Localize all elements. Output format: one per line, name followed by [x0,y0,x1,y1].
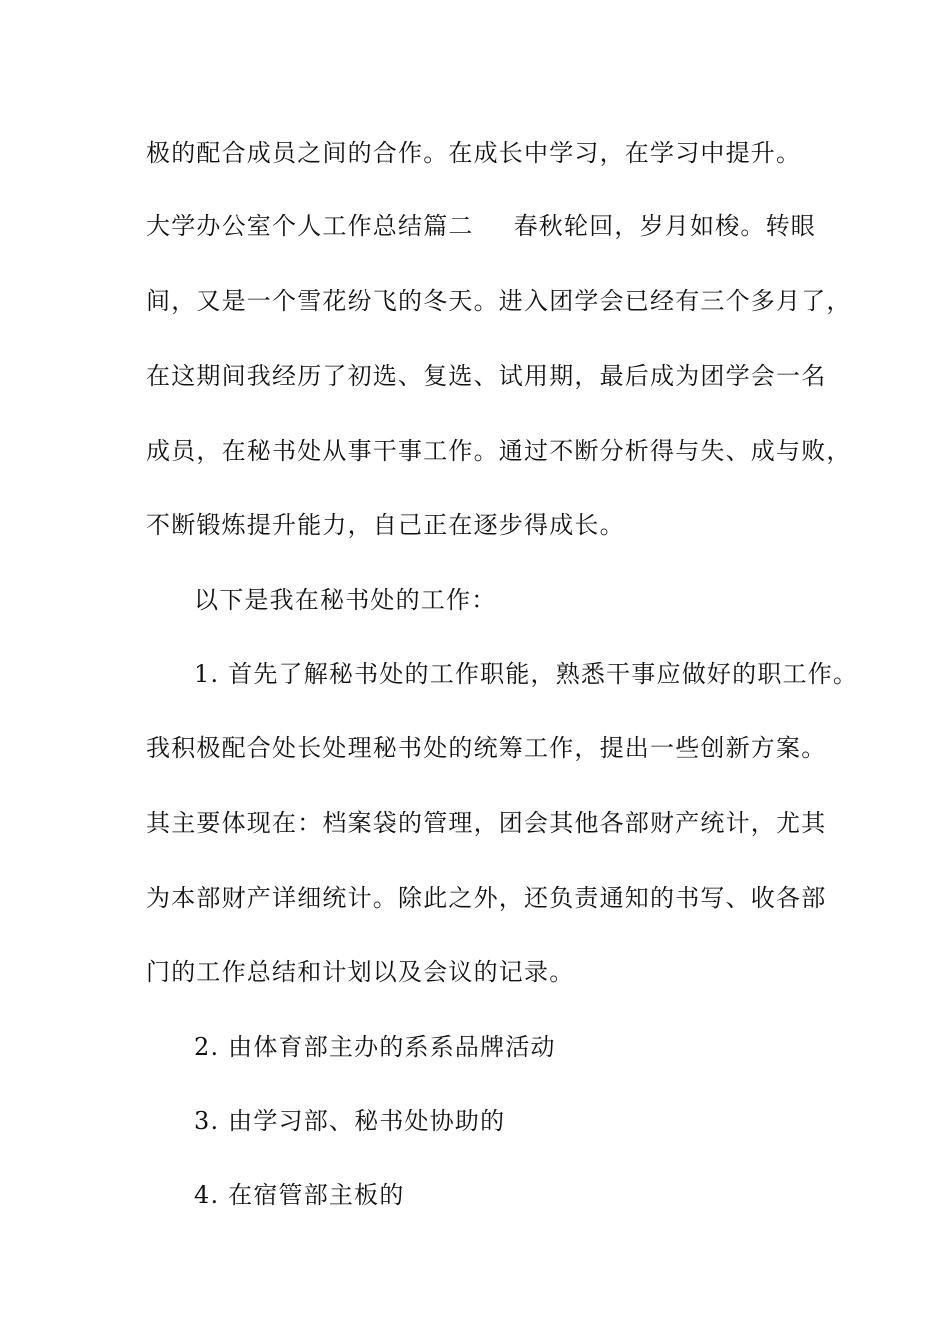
paragraph-line: 我积极配合处长处理秘书处的统筹工作，提出一些创新方案。 [146,734,827,762]
paragraph-line: 门的工作总结和计划以及会议的记录。 [146,958,575,986]
paragraph-line: 为本部财产详细统计。除此之外，还负责通知的书写、收各部 [146,884,827,912]
paragraph-line: 间，又是一个雪花纷飞的冬天。进入团学会已经有三个多月了， [146,287,852,315]
paragraph-line: 极的配合成员之间的合作。在成长中学习，在学习中提升。 [146,139,802,167]
paragraph-line: 成员，在秘书处从事干事工作。通过不断分析得与失、成与败， [146,437,852,465]
list-item: 4. 在宿管部主板的 [194,1181,405,1209]
paragraph-line: 其主要体现在：档案袋的管理，团会其他各部财产统计，尤其 [146,809,827,837]
paragraph-line: 以下是我在秘书处的工作： [194,586,497,614]
paragraph-start: 春秋轮回，岁月如梭。转眼 [513,212,817,240]
list-item: 2. 由体育部主办的系系品牌活动 [194,1033,556,1061]
paragraph-line: 不断锻炼提升能力，自己正在逐步得成长。 [146,511,625,539]
paragraph-line: 在这期间我经历了初选、复选、试用期，最后成为团学会一名 [146,362,827,390]
section-title: 大学办公室个人工作总结篇二 [146,212,474,240]
section-heading-line [146,211,816,241]
list-item: 1. 首先了解秘书处的工作职能，熟悉干事应做好的职工作。 [194,660,859,688]
list-item: 3. 由学习部、秘书处协助的 [194,1107,506,1135]
